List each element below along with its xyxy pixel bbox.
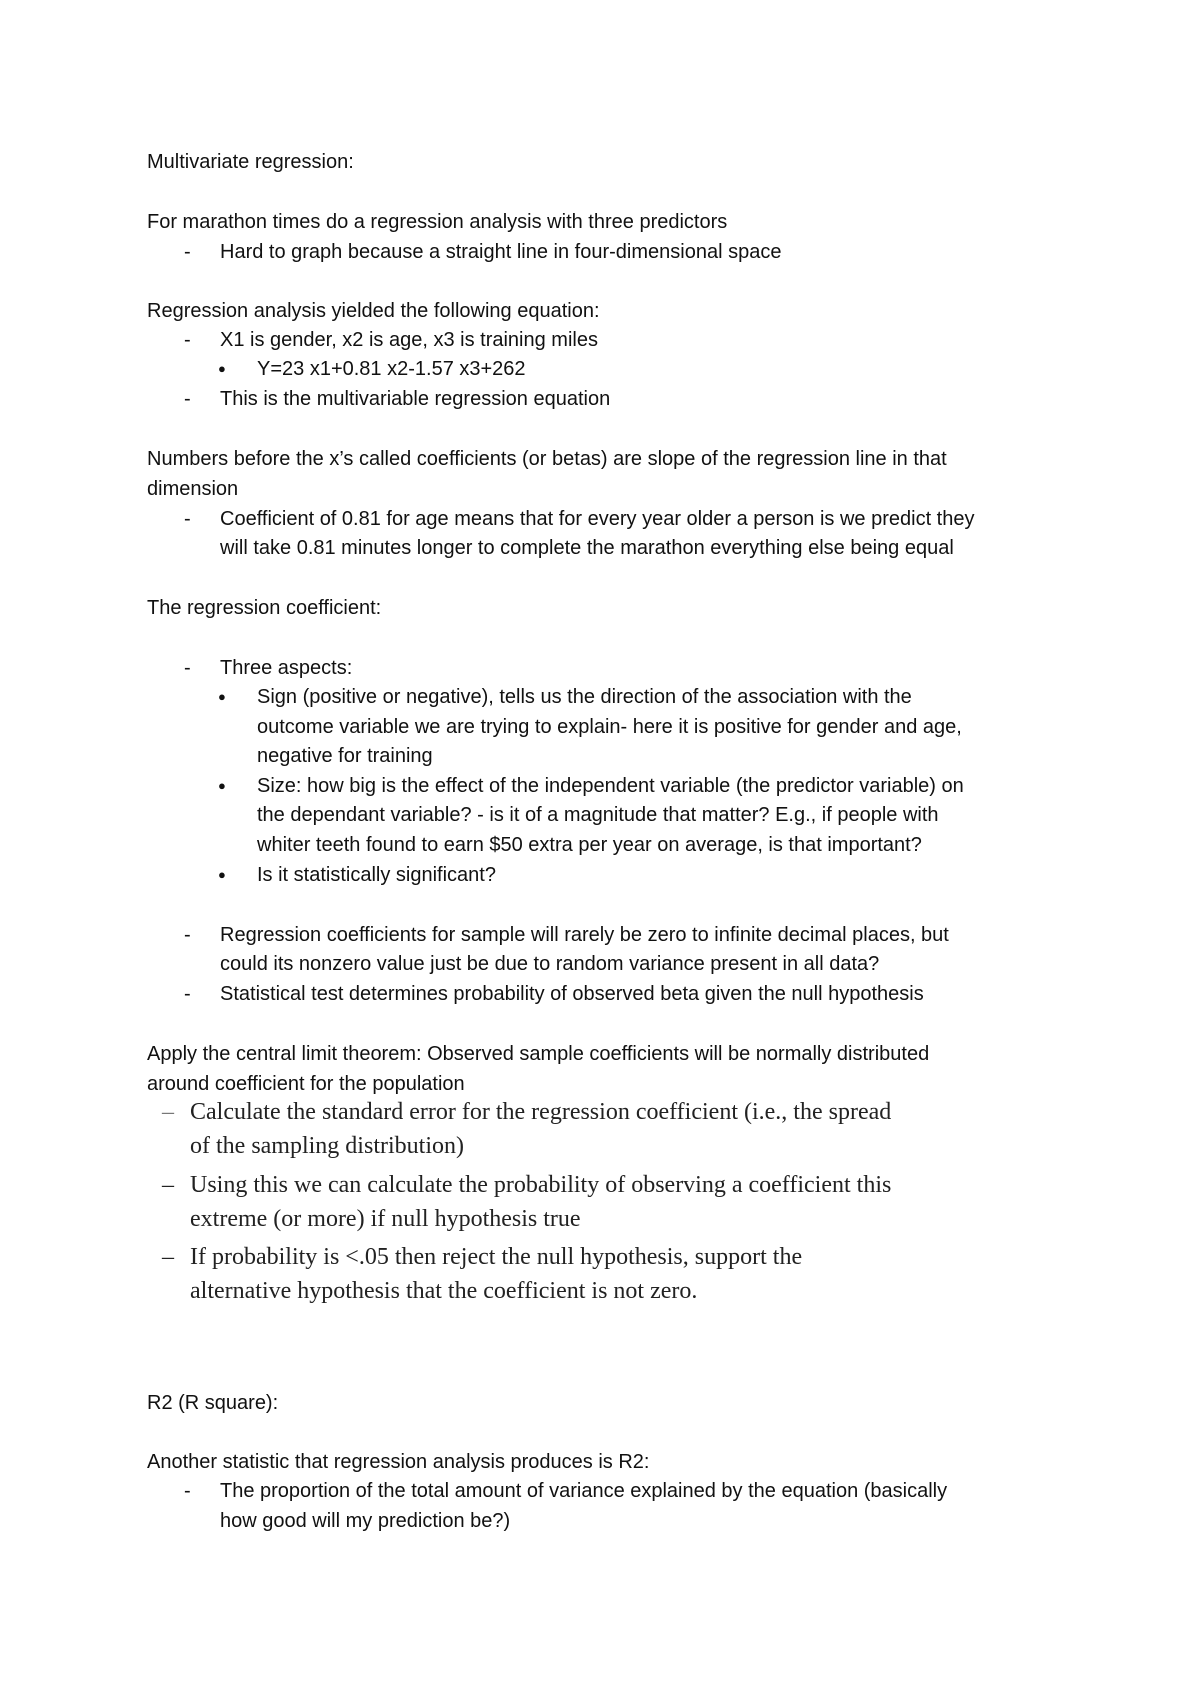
dash-marker: - [184, 924, 191, 946]
bullet-marker: ● [218, 778, 226, 793]
dash-marker: - [184, 388, 191, 410]
coefficients-intro-line: dimension [147, 478, 239, 500]
heading-multivariate: Multivariate regression: [147, 151, 354, 173]
aspect-size-line: whiter teeth found to earn $50 extra per year on average, is that important? [257, 834, 922, 856]
r-square-definition-line: how good will my prediction be?) [220, 1510, 511, 1532]
aspect-significance: Is it statistically significant? [257, 864, 496, 886]
bullet-marker: ● [218, 867, 226, 882]
aspect-sign-line: negative for training [257, 745, 433, 767]
dash-marker: - [184, 1480, 191, 1502]
equation-variables: X1 is gender, x2 is age, x3 is training miles [220, 329, 598, 351]
coefficient-example-line: Coefficient of 0.81 for age means that for every year older a person is we predict they [220, 508, 975, 530]
equation-formula: Y=23 x1+0.81 x2-1.57 x3+262 [257, 358, 526, 380]
regression-coefficient-heading: The regression coefficient: [147, 597, 382, 619]
probability-line: Using this we can calculate the probability of observing a coefficient this [190, 1172, 892, 1198]
standard-error-line: of the sampling distribution) [190, 1133, 464, 1159]
bullet-marker: ● [218, 361, 226, 376]
r-square-definition-line: The proportion of the total amount of variance explained by the equation (basically [220, 1480, 948, 1502]
probability-line: extreme (or more) if null hypothesis true [190, 1206, 581, 1232]
aspects-label: Three aspects: [220, 657, 353, 679]
coefficients-intro-line: Numbers before the x’s called coefficients (or betas) are slope of the regression line in that [147, 448, 947, 470]
reject-null-line: If probability is <.05 then reject the null hypothesis, support the [190, 1244, 803, 1270]
aspect-size-line: the dependant variable? - is it of a magnitude that matter? E.g., if people with [257, 804, 939, 826]
r-square-intro: Another statistic that regression analysis produces is R2: [147, 1451, 650, 1473]
intro-dash-text: Hard to graph because a straight line in four-dimensional space [220, 241, 782, 263]
standard-error-line: Calculate the standard error for the regression coefficient (i.e., the spread [190, 1099, 892, 1125]
dash-marker: - [184, 241, 191, 263]
aspect-sign-line: outcome variable we are trying to explain- here it is positive for gender and age, [257, 716, 962, 738]
aspect-size-line: Size: how big is the effect of the independent variable (the predictor variable) on [257, 775, 964, 797]
statistical-test-note: Statistical test determines probability of observed beta given the null hypothesis [220, 983, 924, 1005]
reject-null-line: alternative hypothesis that the coefficient is not zero. [190, 1278, 698, 1304]
equation-note: This is the multivariable regression equation [220, 388, 611, 410]
equation-heading: Regression analysis yielded the following equation: [147, 300, 600, 322]
sample-note-line: Regression coefficients for sample will rarely be zero to infinite decimal places, but [220, 924, 949, 946]
serif-dash-marker: – [162, 1172, 174, 1198]
central-limit-line: Apply the central limit theorem: Observed sample coefficients will be normally distributed [147, 1043, 930, 1065]
dash-marker: - [184, 508, 191, 530]
bullet-marker: ● [218, 689, 226, 704]
dash-marker: - [184, 657, 191, 679]
sample-note-line: could its nonzero value just be due to random variance present in all data? [220, 953, 880, 975]
dash-marker: - [184, 983, 191, 1005]
dash-marker: - [184, 329, 191, 351]
serif-dash-marker: – [162, 1244, 174, 1270]
serif-dash-marker: – [162, 1099, 174, 1125]
intro-text: For marathon times do a regression analysis with three predictors [147, 211, 728, 233]
r-square-heading: R2 (R square): [147, 1392, 279, 1414]
central-limit-line: around coefficient for the population [147, 1073, 465, 1095]
aspect-sign-line: Sign (positive or negative), tells us the direction of the association with the [257, 686, 912, 708]
coefficient-example-line: will take 0.81 minutes longer to complete the marathon everything else being equal [220, 537, 954, 559]
